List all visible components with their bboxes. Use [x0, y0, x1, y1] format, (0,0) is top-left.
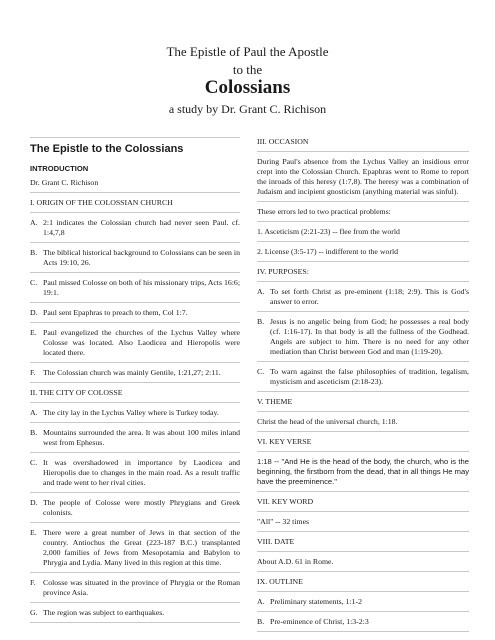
item-text: There were a great number of Jews in that section of the country. Antiochus the Great (223-187 B.C.) transplanted 2,000 families of Jews from Mesopotamia and Babylon to Phrygia and Lydia. Many lived in this region at this time. — [43, 528, 240, 567]
item-letter: B. — [30, 248, 38, 257]
key-verse-text: 1:18 -- "And He is the head of the body, the church, who is the beginning, the firstborn from the dead, that in all things He may have the preeminence." — [257, 457, 469, 492]
item-letter: D. — [30, 498, 38, 507]
item-text: Pre-eminence of Christ, 1:3-2:3 — [270, 617, 369, 626]
item-letter: B. — [30, 428, 38, 437]
byline: a study by Dr. Grant C. Richison — [168, 102, 327, 116]
section-title-city: II. THE CITY OF COLOSSE — [30, 388, 240, 403]
item-letter: A. — [30, 408, 38, 417]
item-text: Mountains surrounded the area. It was about 100 miles inland west from Ephesus. — [43, 428, 240, 447]
item-text: Paul missed Colosse on both of his missionary trips, Acts 16:6; 19:1. — [43, 278, 240, 297]
item-text: Jesus is no angelic being from God; he possesses a real body (cf. 1:16-17). In that body is all the fullness of the Godhead. Angels are subject to him. There is no need for any other mediation than Christ between God and man (1:19-20). — [270, 317, 469, 356]
list-item — [30, 328, 240, 363]
item-text: To warn against the false philosophies of tradition, legalism, mysticism and asceticism (2:18-23). — [270, 367, 469, 386]
item-text: To set forth Christ as pre-eminent (1:18; 2:9). This is God's answer to error. — [270, 287, 469, 306]
item-letter: E. — [30, 528, 37, 537]
section-title-occasion: III. OCCASION — [257, 137, 469, 152]
section-title-key-verse: VI. KEY VERSE — [257, 437, 469, 452]
item-letter: C. — [30, 458, 38, 467]
list-item — [30, 368, 240, 383]
item-text: The city lay in the Lychus Valley where is Turkey today. — [43, 408, 219, 417]
item-letter: E. — [30, 328, 37, 337]
item-letter: B. — [257, 317, 265, 326]
list-item — [257, 317, 469, 362]
list-item — [30, 308, 240, 323]
occasion-paragraph: During Paul's absence from the Lychus Valley an insidious error crept into the Colossian Church. Epaphras went to Rome to report the inroads of this heresy (1:7,8). The heresy was a combination of Judaism and incipient gnosticism (anything material was sinful). — [257, 157, 469, 202]
list-item — [30, 608, 240, 623]
list-item — [30, 498, 240, 523]
header-line-2: to the — [232, 62, 263, 77]
item-letter: B. — [257, 617, 265, 626]
list-item — [30, 278, 240, 303]
key-word-text: "All" -- 32 times — [257, 517, 469, 532]
section-heading: The Epistle to the Colossians — [30, 143, 184, 155]
introduction-label: INTRODUCTION — [30, 164, 89, 173]
item-letter: A. — [257, 597, 265, 606]
list-item — [30, 248, 240, 273]
problem-1: 1. Asceticism (2:21-23) -- flee from the world — [257, 227, 469, 242]
left-column — [30, 137, 240, 628]
item-text: The Colossian church was mainly Gentile, 1:21,27; 2:11. — [43, 368, 221, 377]
item-letter: A. — [257, 287, 265, 296]
item-text: Paul evangelized the churches of the Lychus Valley where Colosse was located. Also Laodicea and Hieropolis were located there. — [43, 328, 240, 357]
item-letter: C. — [257, 367, 265, 376]
section-title-date: VIII. DATE — [257, 537, 469, 552]
item-text: Paul sent Epaphras to preach to them, Col 1:7. — [43, 308, 188, 317]
item-text: Preliminary statements, 1:1-2 — [270, 597, 363, 606]
problem-2: 2. License (3:5-17) -- indifferent to the world — [257, 247, 469, 262]
list-item — [257, 617, 469, 632]
occasion-intro: These errors led to two practical problems: — [257, 207, 469, 222]
theme-text: Christ the head of the universal church, 1:18. — [257, 417, 469, 432]
item-text: 2:1 indicates the Colossian church had never seen Paul. cf. 1:4,7,8 — [43, 218, 240, 237]
list-item — [30, 458, 240, 493]
header-line-1: The Epistle of Paul the Apostle — [166, 44, 329, 59]
list-item — [30, 528, 240, 573]
list-item — [257, 597, 469, 612]
section-title-key-word: VII. KEY WORD — [257, 497, 469, 512]
item-letter: G. — [30, 608, 38, 617]
item-letter: F. — [30, 578, 36, 587]
item-text: Colosse was situated in the province of Phrygia or the Roman province Asia. — [43, 578, 240, 597]
section-title-theme: V. THEME — [257, 397, 469, 412]
item-text: The region was subject to earthquakes. — [43, 608, 165, 617]
item-letter: F. — [30, 368, 36, 377]
item-letter: D. — [30, 308, 38, 317]
item-text: The biblical historical background to Colossians can be seen in Acts 19:10, 26. — [43, 248, 240, 267]
author-line: Dr. Grant C. Richison — [30, 178, 240, 193]
right-column — [257, 137, 469, 637]
item-letter: C. — [30, 278, 38, 287]
date-text: About A.D. 61 in Rome. — [257, 557, 469, 572]
list-item — [257, 287, 469, 312]
item-letter: A. — [30, 218, 38, 227]
section-title-purposes: IV. PURPOSES: — [257, 267, 469, 282]
list-item — [30, 408, 240, 423]
list-item — [257, 367, 469, 392]
list-item — [30, 218, 240, 243]
list-item — [30, 578, 240, 603]
list-item — [30, 428, 240, 453]
section-title-outline: IX. OUTLINE — [257, 577, 469, 592]
item-text: The people of Colosse were mostly Phrygians and Greek colonists. — [43, 498, 240, 517]
item-text: It was overshadowed in importance by Laodicea and Hieropolis due to changes in the main road. As a result traffic and trade went to her rival cities. — [43, 458, 240, 487]
section-title-origin: I. ORIGIN OF THE COLOSSIAN CHURCH — [30, 198, 240, 213]
document-title: Colossians — [204, 77, 291, 98]
